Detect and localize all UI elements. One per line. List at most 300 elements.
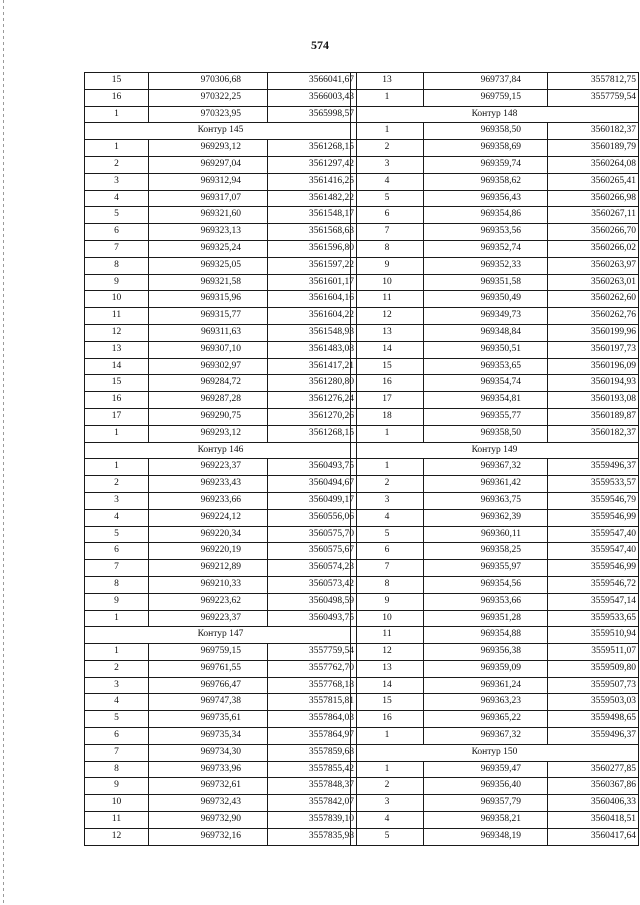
- x-coordinate: 969358,62: [424, 173, 548, 190]
- y-coordinate: 3557839,10: [268, 812, 357, 829]
- table-row: [351, 173, 639, 190]
- x-coordinate: 969355,97: [424, 560, 548, 577]
- x-coordinate: 969766,47: [149, 677, 268, 694]
- table-row: [85, 257, 357, 274]
- x-coordinate: 969363,23: [424, 694, 548, 711]
- y-coordinate: 3560493,75: [268, 610, 357, 627]
- y-coordinate: 3557859,68: [268, 744, 357, 761]
- y-coordinate: 3561268,15: [268, 425, 357, 442]
- y-coordinate: 3559509,80: [548, 660, 639, 677]
- y-coordinate: 3559533,57: [548, 476, 639, 493]
- y-coordinate: 3559533,65: [548, 610, 639, 627]
- y-coordinate: 3560194,93: [548, 375, 639, 392]
- x-coordinate: 969351,58: [424, 274, 548, 291]
- x-coordinate: 969321,58: [149, 274, 268, 291]
- x-coordinate: 969759,15: [149, 644, 268, 661]
- table-row: [351, 812, 639, 829]
- point-number: 7: [85, 560, 149, 577]
- y-coordinate: 3560493,75: [268, 459, 357, 476]
- coordinates-table-left: [84, 72, 357, 846]
- contour-heading-row: [85, 123, 357, 140]
- contour-heading: Контур 147: [85, 627, 357, 644]
- table-row: [85, 560, 357, 577]
- x-coordinate: 969358,25: [424, 543, 548, 560]
- table-row: [351, 576, 639, 593]
- point-number: 7: [351, 560, 424, 577]
- table-row: [351, 560, 639, 577]
- x-coordinate: 969315,96: [149, 291, 268, 308]
- point-number: 12: [351, 308, 424, 325]
- y-coordinate: 3557835,98: [268, 828, 357, 845]
- y-coordinate: 3560499,17: [268, 492, 357, 509]
- x-coordinate: 969349,73: [424, 308, 548, 325]
- point-number: 5: [351, 526, 424, 543]
- table-row: [351, 308, 639, 325]
- table-row: [85, 106, 357, 123]
- x-coordinate: 969759,15: [424, 89, 548, 106]
- table-row: [351, 660, 639, 677]
- point-number: 12: [85, 324, 149, 341]
- point-number: 4: [351, 173, 424, 190]
- y-coordinate: 3561280,80: [268, 375, 357, 392]
- y-coordinate: 3560262,60: [548, 291, 639, 308]
- table-row: [351, 593, 639, 610]
- x-coordinate: 969233,43: [149, 476, 268, 493]
- x-coordinate: 969212,89: [149, 560, 268, 577]
- table-row: [85, 459, 357, 476]
- y-coordinate: 3559496,37: [548, 459, 639, 476]
- table-row: [351, 408, 639, 425]
- x-coordinate: 969361,42: [424, 476, 548, 493]
- point-number: 17: [85, 408, 149, 425]
- x-coordinate: 969321,60: [149, 207, 268, 224]
- x-coordinate: 969224,12: [149, 509, 268, 526]
- point-number: 16: [351, 375, 424, 392]
- y-coordinate: 3559547,40: [548, 526, 639, 543]
- y-coordinate: 3560196,09: [548, 358, 639, 375]
- table-row: [351, 240, 639, 257]
- contour-heading: Контур 150: [351, 744, 639, 761]
- y-coordinate: 3559511,07: [548, 644, 639, 661]
- table-row: [85, 156, 357, 173]
- y-coordinate: 3559503,03: [548, 694, 639, 711]
- point-number: 4: [85, 190, 149, 207]
- x-coordinate: 969733,96: [149, 761, 268, 778]
- y-coordinate: 3560189,79: [548, 140, 639, 157]
- table-row: [351, 207, 639, 224]
- contour-heading: Контур 148: [351, 106, 639, 123]
- table-row: [351, 341, 639, 358]
- table-row: [351, 644, 639, 661]
- x-coordinate: 969210,33: [149, 576, 268, 593]
- point-number: 5: [85, 207, 149, 224]
- y-coordinate: 3557848,37: [268, 778, 357, 795]
- point-number: 3: [351, 492, 424, 509]
- x-coordinate: 969354,86: [424, 207, 548, 224]
- table-row: [85, 812, 357, 829]
- x-coordinate: 969367,32: [424, 459, 548, 476]
- y-coordinate: 3561548,17: [268, 207, 357, 224]
- x-coordinate: 969365,22: [424, 711, 548, 728]
- table-row: [85, 308, 357, 325]
- table-row: [351, 375, 639, 392]
- table-row: [85, 324, 357, 341]
- point-number: 17: [351, 392, 424, 409]
- point-number: 2: [85, 660, 149, 677]
- x-coordinate: 969352,74: [424, 240, 548, 257]
- x-coordinate: 969287,28: [149, 392, 268, 409]
- table-row: [351, 677, 639, 694]
- y-coordinate: 3561270,26: [268, 408, 357, 425]
- table-row: [85, 828, 357, 845]
- y-coordinate: 3560264,08: [548, 156, 639, 173]
- x-coordinate: 969315,77: [149, 308, 268, 325]
- point-number: 10: [351, 610, 424, 627]
- table-row: [85, 526, 357, 543]
- x-coordinate: 970306,68: [149, 73, 268, 90]
- contour-heading-row: [85, 627, 357, 644]
- table-row: [85, 761, 357, 778]
- point-number: 5: [351, 190, 424, 207]
- x-coordinate: 969358,50: [424, 123, 548, 140]
- x-coordinate: 969761,55: [149, 660, 268, 677]
- point-number: 9: [85, 274, 149, 291]
- point-number: 7: [85, 744, 149, 761]
- table-row: [351, 123, 639, 140]
- point-number: 8: [85, 576, 149, 593]
- table-row: [85, 694, 357, 711]
- point-number: 1: [85, 106, 149, 123]
- table-row: [85, 576, 357, 593]
- point-number: 6: [85, 543, 149, 560]
- y-coordinate: 3561276,24: [268, 392, 357, 409]
- point-number: 1: [351, 425, 424, 442]
- point-number: 1: [85, 644, 149, 661]
- table-row: [85, 660, 357, 677]
- y-coordinate: 3566003,43: [268, 89, 357, 106]
- point-number: 2: [85, 476, 149, 493]
- y-coordinate: 3560575,70: [268, 526, 357, 543]
- point-number: 6: [351, 543, 424, 560]
- table-row: [351, 509, 639, 526]
- y-coordinate: 3557842,07: [268, 795, 357, 812]
- y-coordinate: 3560574,23: [268, 560, 357, 577]
- x-coordinate: 969323,13: [149, 224, 268, 241]
- x-coordinate: 969732,61: [149, 778, 268, 795]
- x-coordinate: 969358,69: [424, 140, 548, 157]
- table-row: [85, 408, 357, 425]
- x-coordinate: 969363,75: [424, 492, 548, 509]
- table-row: [351, 257, 639, 274]
- y-coordinate: 3557812,75: [548, 73, 639, 90]
- table-row: [85, 677, 357, 694]
- point-number: 6: [351, 207, 424, 224]
- point-number: 2: [85, 156, 149, 173]
- x-coordinate: 969360,11: [424, 526, 548, 543]
- y-coordinate: 3557864,03: [268, 711, 357, 728]
- table-row: [351, 476, 639, 493]
- point-number: 3: [351, 795, 424, 812]
- point-number: 10: [85, 795, 149, 812]
- x-coordinate: 970323,95: [149, 106, 268, 123]
- point-number: 3: [85, 677, 149, 694]
- table-row: [351, 711, 639, 728]
- x-coordinate: 969312,94: [149, 173, 268, 190]
- table-row: [85, 358, 357, 375]
- y-coordinate: 3559547,14: [548, 593, 639, 610]
- point-number: 11: [351, 291, 424, 308]
- point-number: 1: [351, 459, 424, 476]
- point-number: 7: [351, 224, 424, 241]
- table-row: [85, 73, 357, 90]
- point-number: 1: [85, 459, 149, 476]
- table-row: [351, 795, 639, 812]
- x-coordinate: 969325,05: [149, 257, 268, 274]
- table-row: [351, 627, 639, 644]
- y-coordinate: 3560266,98: [548, 190, 639, 207]
- x-coordinate: 969220,34: [149, 526, 268, 543]
- point-number: 15: [85, 73, 149, 90]
- table-row: [351, 526, 639, 543]
- point-number: 1: [351, 728, 424, 745]
- table-row: [351, 425, 639, 442]
- table-row: [351, 73, 639, 90]
- table-row: [351, 324, 639, 341]
- table-row: [85, 593, 357, 610]
- table-row: [351, 728, 639, 745]
- point-number: 4: [351, 509, 424, 526]
- table-row: [85, 778, 357, 795]
- point-number: 8: [85, 257, 149, 274]
- point-number: 11: [85, 308, 149, 325]
- table-row: [351, 459, 639, 476]
- point-number: 6: [85, 728, 149, 745]
- x-coordinate: 969223,37: [149, 610, 268, 627]
- point-number: 1: [85, 425, 149, 442]
- x-coordinate: 969356,40: [424, 778, 548, 795]
- contour-heading-row: [85, 442, 357, 459]
- y-coordinate: 3560573,42: [268, 576, 357, 593]
- point-number: 12: [85, 828, 149, 845]
- point-number: 10: [85, 291, 149, 308]
- point-number: 3: [351, 156, 424, 173]
- y-coordinate: 3560182,37: [548, 123, 639, 140]
- point-number: 15: [85, 375, 149, 392]
- point-number: 16: [85, 392, 149, 409]
- x-coordinate: 969732,16: [149, 828, 268, 845]
- x-coordinate: 969233,66: [149, 492, 268, 509]
- table-row: [85, 173, 357, 190]
- point-number: 4: [351, 812, 424, 829]
- x-coordinate: 969356,38: [424, 644, 548, 661]
- y-coordinate: 3560265,41: [548, 173, 639, 190]
- x-coordinate: 969361,24: [424, 677, 548, 694]
- x-coordinate: 969223,37: [149, 459, 268, 476]
- point-number: 14: [351, 677, 424, 694]
- y-coordinate: 3559496,37: [548, 728, 639, 745]
- x-coordinate: 969357,79: [424, 795, 548, 812]
- x-coordinate: 969734,30: [149, 744, 268, 761]
- x-coordinate: 969348,19: [424, 828, 548, 845]
- scan-edge: [3, 0, 4, 905]
- y-coordinate: 3561601,17: [268, 274, 357, 291]
- point-number: 1: [351, 123, 424, 140]
- x-coordinate: 969354,56: [424, 576, 548, 593]
- x-coordinate: 969353,66: [424, 593, 548, 610]
- point-number: 2: [351, 476, 424, 493]
- point-number: 8: [351, 576, 424, 593]
- contour-heading: Контур 146: [85, 442, 357, 459]
- y-coordinate: 3560266,02: [548, 240, 639, 257]
- table-row: [85, 744, 357, 761]
- point-number: 6: [85, 224, 149, 241]
- point-number: 13: [351, 324, 424, 341]
- point-number: 8: [85, 761, 149, 778]
- table-row: [85, 644, 357, 661]
- y-coordinate: 3560263,97: [548, 257, 639, 274]
- x-coordinate: 969735,34: [149, 728, 268, 745]
- y-coordinate: 3560267,11: [548, 207, 639, 224]
- point-number: 13: [351, 73, 424, 90]
- coordinates-table-right: [350, 72, 639, 846]
- table-row: [85, 711, 357, 728]
- x-coordinate: 969354,74: [424, 375, 548, 392]
- x-coordinate: 969367,32: [424, 728, 548, 745]
- x-coordinate: 969353,56: [424, 224, 548, 241]
- x-coordinate: 969735,61: [149, 711, 268, 728]
- x-coordinate: 969293,12: [149, 140, 268, 157]
- point-number: 18: [351, 408, 424, 425]
- y-coordinate: 3560417,64: [548, 828, 639, 845]
- point-number: 3: [85, 173, 149, 190]
- y-coordinate: 3561268,15: [268, 140, 357, 157]
- contour-heading-row: [351, 106, 639, 123]
- y-coordinate: 3559546,99: [548, 509, 639, 526]
- point-number: 11: [351, 627, 424, 644]
- y-coordinate: 3561596,80: [268, 240, 357, 257]
- x-coordinate: 969354,88: [424, 627, 548, 644]
- y-coordinate: 3559546,72: [548, 576, 639, 593]
- table-row: [85, 140, 357, 157]
- table-row: [85, 610, 357, 627]
- x-coordinate: 969747,38: [149, 694, 268, 711]
- x-coordinate: 969284,72: [149, 375, 268, 392]
- x-coordinate: 969317,07: [149, 190, 268, 207]
- x-coordinate: 969350,49: [424, 291, 548, 308]
- y-coordinate: 3561604,16: [268, 291, 357, 308]
- table-row: [351, 156, 639, 173]
- point-number: 5: [351, 828, 424, 845]
- y-coordinate: 3557768,18: [268, 677, 357, 694]
- table-row: [351, 761, 639, 778]
- table-row: [85, 492, 357, 509]
- x-coordinate: 969353,65: [424, 358, 548, 375]
- table-row: [85, 207, 357, 224]
- y-coordinate: 3560263,01: [548, 274, 639, 291]
- point-number: 9: [351, 593, 424, 610]
- x-coordinate: 969351,28: [424, 610, 548, 627]
- x-coordinate: 969358,50: [424, 425, 548, 442]
- table-row: [351, 140, 639, 157]
- x-coordinate: 969355,77: [424, 408, 548, 425]
- table-row: [85, 89, 357, 106]
- table-row: [85, 224, 357, 241]
- point-number: 4: [85, 509, 149, 526]
- point-number: 8: [351, 240, 424, 257]
- table-row: [85, 341, 357, 358]
- y-coordinate: 3561597,22: [268, 257, 357, 274]
- x-coordinate: 969359,09: [424, 660, 548, 677]
- y-coordinate: 3560494,67: [268, 476, 357, 493]
- point-number: 9: [351, 257, 424, 274]
- x-coordinate: 969352,33: [424, 257, 548, 274]
- table-row: [351, 392, 639, 409]
- point-number: 13: [85, 341, 149, 358]
- x-coordinate: 969348,84: [424, 324, 548, 341]
- x-coordinate: 969307,10: [149, 341, 268, 358]
- x-coordinate: 970322,25: [149, 89, 268, 106]
- y-coordinate: 3559546,79: [548, 492, 639, 509]
- x-coordinate: 969311,63: [149, 324, 268, 341]
- y-coordinate: 3557759,54: [548, 89, 639, 106]
- table-row: [351, 274, 639, 291]
- point-number: 1: [85, 610, 149, 627]
- table-row: [85, 240, 357, 257]
- y-coordinate: 3560277,85: [548, 761, 639, 778]
- point-number: 14: [351, 341, 424, 358]
- table-row: [85, 795, 357, 812]
- y-coordinate: 3559498,65: [548, 711, 639, 728]
- table-row: [351, 694, 639, 711]
- point-number: 1: [351, 761, 424, 778]
- table-row: [351, 291, 639, 308]
- table-row: [351, 778, 639, 795]
- y-coordinate: 3561417,21: [268, 358, 357, 375]
- y-coordinate: 3560266,70: [548, 224, 639, 241]
- table-row: [85, 728, 357, 745]
- point-number: 15: [351, 694, 424, 711]
- point-number: 1: [351, 89, 424, 106]
- table-row: [85, 291, 357, 308]
- table-row: [351, 190, 639, 207]
- x-coordinate: 969223,62: [149, 593, 268, 610]
- x-coordinate: 969293,12: [149, 425, 268, 442]
- y-coordinate: 3559507,73: [548, 677, 639, 694]
- x-coordinate: 969737,84: [424, 73, 548, 90]
- x-coordinate: 969359,74: [424, 156, 548, 173]
- y-coordinate: 3557864,97: [268, 728, 357, 745]
- x-coordinate: 969350,51: [424, 341, 548, 358]
- point-number: 2: [351, 778, 424, 795]
- point-number: 3: [85, 492, 149, 509]
- y-coordinate: 3557762,70: [268, 660, 357, 677]
- x-coordinate: 969220,19: [149, 543, 268, 560]
- x-coordinate: 969290,75: [149, 408, 268, 425]
- point-number: 2: [351, 140, 424, 157]
- y-coordinate: 3557759,54: [268, 644, 357, 661]
- x-coordinate: 969359,47: [424, 761, 548, 778]
- contour-heading: Контур 149: [351, 442, 639, 459]
- contour-heading: Контур 145: [85, 123, 357, 140]
- table-row: [85, 476, 357, 493]
- y-coordinate: 3566041,67: [268, 73, 357, 90]
- y-coordinate: 3560418,51: [548, 812, 639, 829]
- y-coordinate: 3561483,08: [268, 341, 357, 358]
- x-coordinate: 969358,21: [424, 812, 548, 829]
- table-row: [351, 358, 639, 375]
- point-number: 9: [85, 778, 149, 795]
- table-row: [351, 89, 639, 106]
